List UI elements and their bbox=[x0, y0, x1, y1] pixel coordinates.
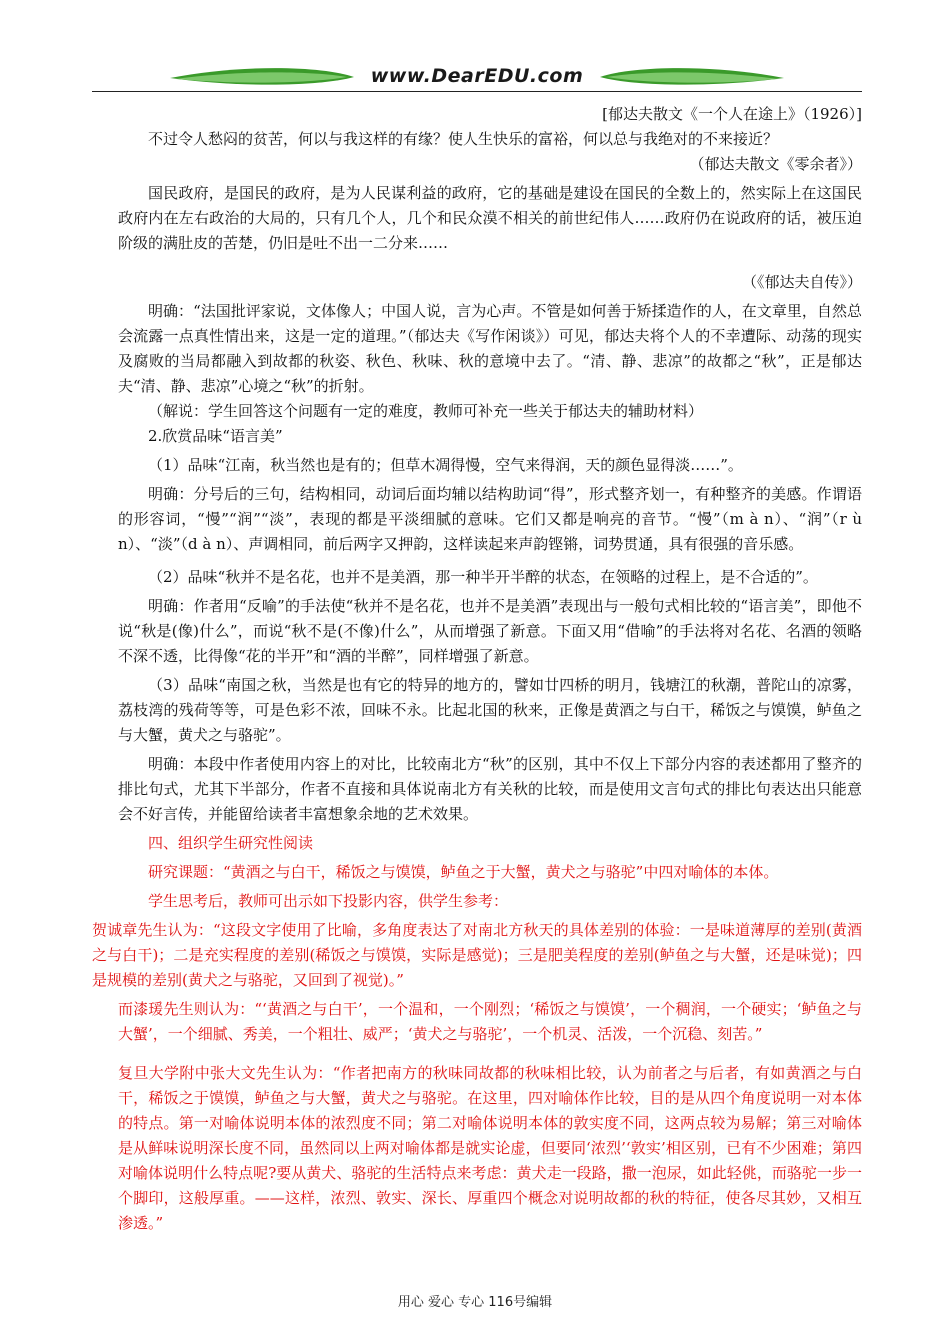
note-paragraph: （解说：学生回答这个问题有一定的难度，教师可补充一些关于郁达夫的辅助材料） bbox=[148, 402, 704, 420]
red-paragraph: 而漆瑗先生则认为：“‘黄酒之与白干’，一个温和，一个刚烈；‘稀饭之与馍馍’，一个稠润，一个硬实；‘鲈鱼之与大蟹’，一个细腻、秀美，一个粗壮、威严；‘黄犬之与骆驼’，一个机灵、活泼，一个沉稳、刻苦。” bbox=[118, 1000, 862, 1043]
page-footer: 用心 爱心 专心 116号编辑 bbox=[397, 1295, 553, 1310]
body-paragraph: （2）品味“秋并不是名花，也并不是美酒，那一种半开半醉的状态，在领略的过程上，是不合适的”。 bbox=[148, 568, 818, 586]
red-paragraph: 研究课题：“黄酒之与白干，稀饭之与馍馍，鲈鱼之于大蟹，黄犬之与骆驼”中四对喻体的本体。 bbox=[148, 863, 779, 881]
quote-paragraph: 国民政府，是国民的政府，是为人民谋利益的政府，它的基础是建设在国民的全数上的，然实际上在这国民政府内在左右政治的大局的，只有几个人，几个和民众漠不相关的前世纪伟人……政府仍在说政府的话，被压迫阶级的满肚皮的苦楚，仍旧是吐不出一二分来…… bbox=[118, 184, 862, 252]
citation: （《郁达夫自传》） bbox=[741, 273, 862, 291]
citation: （郁达夫散文《零余者》） bbox=[689, 155, 862, 173]
section-heading: 2.欣赏品味“语言美” bbox=[148, 427, 283, 445]
body-paragraph: （1）品味“江南，秋当然也是有的；但草木凋得慢，空气来得润，天的颜色显得淡……”。 bbox=[148, 456, 743, 474]
red-paragraph: 学生思考后，教师可出示如下投影内容，供学生参考： bbox=[148, 892, 509, 910]
body-paragraph: 明确：作者用“反喻”的手法使“秋并不是名花，也并不是美酒”表现出与一般句式相比较的“语言美”，即他不说“秋是(像)什么”，而说“秋不是(不像)什么”，从而增强了新意。下面又用“借喻”的手法将对名花、名酒的领略不深不透，比得像“花的半开”和“酒的半醉”，同样增强了新意。 bbox=[118, 597, 862, 665]
body-paragraph: 明确：分号后的三句，结构相同，动词后面均辅以结构助词“得”，形式整齐划一，有种整齐的美感。作谓语的形容词，“慢”“润”“淡”，表现的都是平淡细腻的意味。它们又都是响亮的音节。“慢”（m à n）、“润”（r ù n）、“淡”（d à n）、声调相同，前后两字又押韵，这样读起来声韵铿锵，词势贯通，具有很强的音乐感。 bbox=[118, 485, 862, 553]
body-paragraph: 明确：“法国批评家说，文体像人；中国人说，言为心声。不管是如何善于矫揉造作的人，在文章里，自然总会流露一点真性情出来，这是一定的道理。”（郁达夫《写作闲谈》）可见，郁达夫将个人的不幸遭际、动荡的现实及腐败的当局都融入到故都的秋姿、秋色、秋味、秋的意境中去了。“清、静、悲凉”的故都之“秋”，正是郁达夫“清、静、悲凉”心境之“秋”的折射。 bbox=[118, 302, 862, 395]
site-logo: www.DearEDU.com bbox=[370, 65, 584, 87]
page-header bbox=[92, 58, 862, 98]
quote-paragraph: 不过令人愁闷的贫苦，何以与我这样的有缘？使人生快乐的富裕，何以总与我绝对的不来接近？ bbox=[148, 130, 779, 148]
red-paragraph: 贺诚章先生认为：“这段文字使用了比喻，多角度表达了对南北方秋天的具体差别的体验：一是味道薄厚的差别(黄酒之与白干)；二是充实程度的差别(稀饭之与馍馍，实际是感觉)；三是肥美程度的差别(鲈鱼之与大蟹，还是味觉)；四是规模的差别(黄犬之与骆驼，又回到了视觉)。” bbox=[92, 921, 862, 989]
citation: [郁达夫散文《一个人在途上》（1926）] bbox=[602, 105, 862, 123]
header-rule bbox=[92, 91, 862, 92]
body-paragraph: 明确：本段中作者使用内容上的对比，比较南北方“秋”的区别，其中不仅上下部分内容的表述都用了整齐的排比句式，尤其下半部分，作者不直接和具体说南北方有关秋的比较，而是使用文言句式的排比句表达出只能意会不好言传，并能留给读者丰富想象余地的艺术效果。 bbox=[118, 755, 862, 823]
body-paragraph: （3）品味“南国之秋，当然是也有它的特异的地方的，譬如廿四桥的明月，钱塘江的秋潮，普陀山的凉雾，荔枝湾的残荷等等，可是色彩不浓，回味不永。比起北国的秋来，正像是黄酒之与白干，稀饭之与馍馍，鲈鱼之与大蟹，黄犬之与骆驼”。 bbox=[118, 676, 862, 744]
document-body bbox=[92, 102, 862, 1236]
red-paragraph: 复旦大学附中张大文先生认为：“作者把南方的秋味同故都的秋味相比较，认为前者之与后者，有如黄酒之与白干，稀饭之于馍馍，鲈鱼之与大蟹，黄犬之与骆驼。在这里，四对喻体作比较，目的是从四个角度说明一对本体的特点。第一对喻体说明本体的浓烈度不同；第二对喻体说明本体的敦实度不同，这两点较为易解；第三对喻体是从鲜味说明深长度不同，虽然同以上两对喻体都是就实论虚，但要同‘浓烈’‘敦实’相区别，已有不少困难；第四对喻体说明什么特点呢?要从黄犬、骆驼的生活特点来考虑：黄犬走一段路，撒一泡尿，如此轻佻，而骆驼一步一个脚印，这般厚重。——这样，浓烈、敦实、深长、厚重四个概念对说明故都的秋的特征，使各尽其妙，又相互渗透。” bbox=[118, 1064, 862, 1232]
section-heading: 四、组织学生研究性阅读 bbox=[148, 834, 314, 852]
